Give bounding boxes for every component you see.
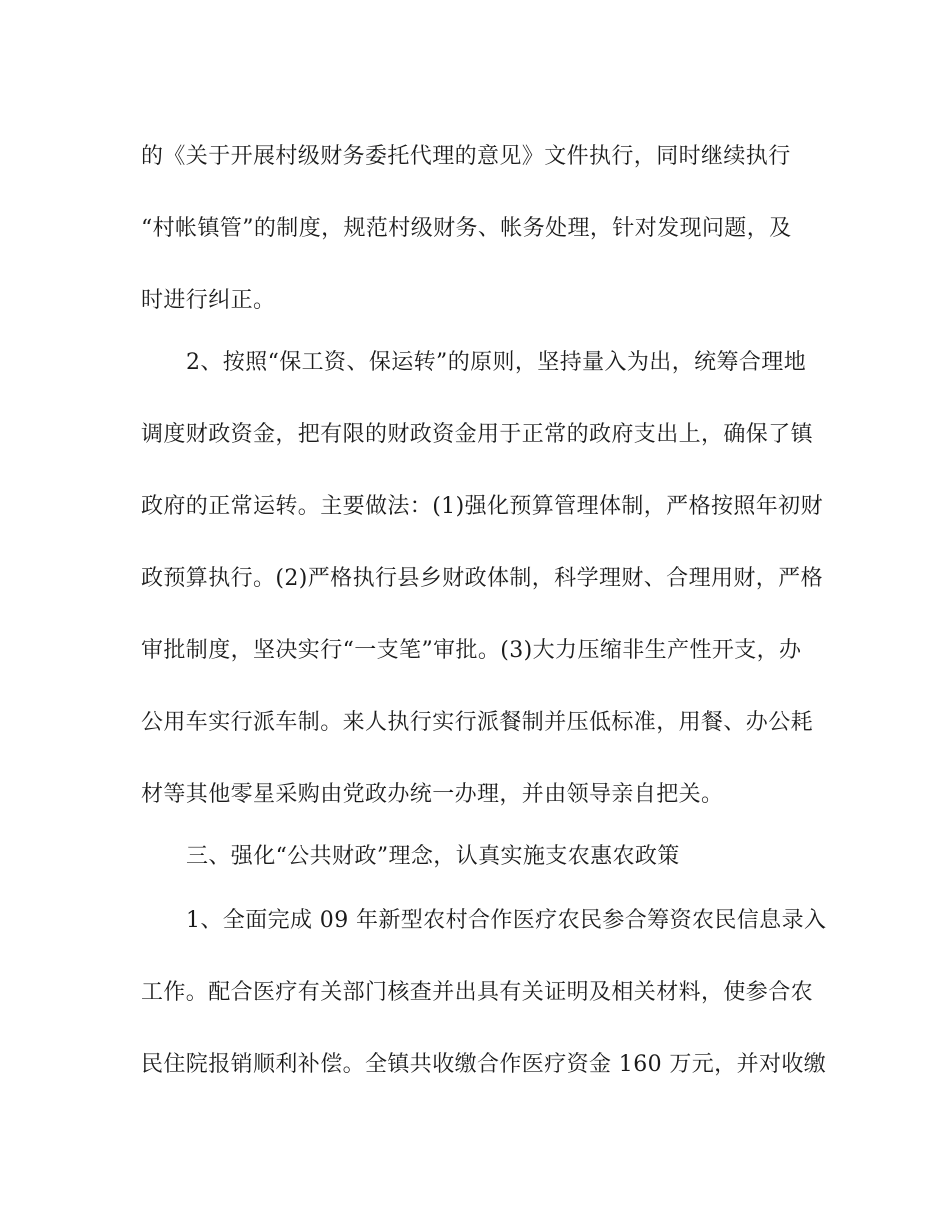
text-line: 政府的正常运转。主要做法：(1)强化预算管理体制，严格按照年初财: [141, 494, 823, 519]
text-line: 工作。配合医疗有关部门核查并出具有关证明及相关材料，使参合农: [141, 980, 814, 1005]
text-line: “村帐镇管”的制度，规范村级财务、帐务处理，针对发现问题，及: [141, 216, 792, 241]
section-heading: 三、强化“公共财政”理念，认真实施支农惠农政策: [186, 844, 680, 869]
paragraph-start-line: 1、全面完成 09 年新型农村合作医疗农民参合筹资农民信息录入: [186, 908, 827, 933]
text-line: 时进行纠正。: [141, 288, 276, 313]
text-line: 材等其他零星采购由党政办统一办理，并由领导亲自把关。: [141, 782, 724, 807]
text-line: 的《关于开展村级财务委托代理的意见》文件执行，同时继续执行: [141, 144, 791, 169]
paragraph-start-line: 2、按照“保工资、保运转”的原则，坚持量入为出，统筹合理地: [186, 350, 807, 375]
text-line: 民住院报销顺利补偿。全镇共收缴合作医疗资金 160 万元，并对收缴: [141, 1052, 827, 1077]
text-line: 调度财政资金，把有限的财政资金用于正常的政府支出上，确保了镇: [141, 422, 814, 447]
text-line: 政预算执行。(2)严格执行县乡财政体制，科学理财、合理用财，严格: [141, 566, 823, 591]
text-line: 审批制度，坚决实行“一支笔”审批。(3)大力压缩非生产性开支，办: [141, 638, 802, 663]
text-line: 公用车实行派车制。来人执行实行派餐制并压低标准，用餐、办公耗: [141, 710, 814, 735]
